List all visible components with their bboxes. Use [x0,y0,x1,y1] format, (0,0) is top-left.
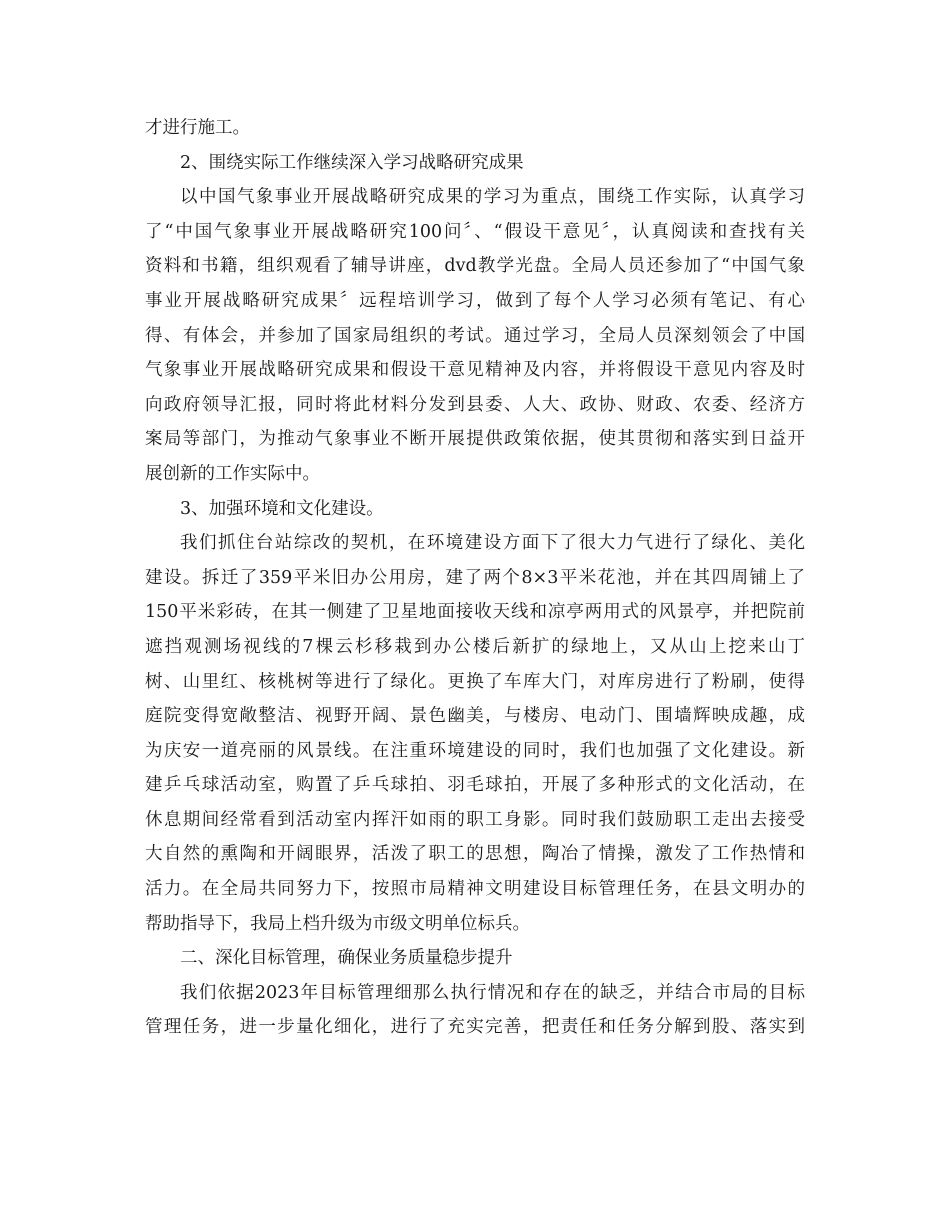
text-line: 了“中国气象事业开展战略研究100问〞、“假设干意见〞，认真阅读和查找有关 [145,221,805,242]
text-line: 才进行施工。 [145,118,250,138]
section-heading: 3、加强环境和文化建设。 [180,498,384,519]
section-heading: 2、围绕实际工作继续深入学习战略研究成果 [180,152,524,173]
section-heading: 二、深化目标管理，确保业务质量稳步提升 [180,948,513,969]
text-line: 建乒乓球活动室，购置了乒乓球拍、羽毛球拍，开展了多种形式的文化活动，在 [145,775,805,796]
text-line: 气象事业开展战略研究成果和假设干意见精神及内容，并将假设干意见内容及时 [145,360,805,381]
text-line: 我们依据2023年目标管理细那么执行情况和存在的缺乏，并结合市局的目标 [180,982,805,1003]
text-line: 树、山里红、核桃树等进行了绿化。更换了车库大门，对库房进行了粉刷，使得 [145,671,805,692]
text-line: 事业开展战略研究成果〞远程培训学习，做到了每个人学习必须有笔记、有心 [145,290,805,311]
text-line: 庭院变得宽敞整洁、视野开阔、景色幽美，与楼房、电动门、围墙辉映成趣，成 [145,706,805,727]
text-line: 资料和书籍，组织观看了辅导讲座，dvd教学光盘。全局人员还参加了“中国气象 [145,256,805,277]
text-line: 以中国气象事业开展战略研究成果的学习为重点，围绕工作实际，认真学习 [180,187,805,208]
text-line: 150平米彩砖，在其一侧建了卫星地面接收天线和凉亭两用式的风景亭，并把院前 [145,602,805,623]
text-line: 展创新的工作实际中。 [145,463,320,484]
text-line: 管理任务，进一步量化细化，进行了充实完善，把责任和任务分解到股、落实到 [145,1017,805,1038]
text-line: 向政府领导汇报，同时将此材料分发到县委、人大、政协、财政、农委、经济方 [145,394,805,415]
text-line: 休息期间经常看到活动室内挥汗如雨的职工身影。同时我们鼓励职工走出去接受 [145,809,805,830]
text-line: 建设。拆迁了359平米旧办公用房，建了两个8×3平米花池，并在其四周铺上了 [145,567,805,588]
text-line: 案局等部门，为推动气象事业不断开展提供政策依据，使其贯彻和落实到日益开 [145,429,805,450]
text-line: 遮挡观测场视线的7棵云杉移栽到办公楼后新扩的绿地上，又从山上挖来山丁 [145,636,805,657]
text-line: 大自然的熏陶和开阔眼界，活泼了职工的思想，陶冶了情操，激发了工作热情和 [145,844,805,865]
text-line: 帮助指导下，我局上档升级为市级文明单位标兵。 [145,913,530,934]
text-line: 为庆安一道亮丽的风景线。在注重环境建设的同时，我们也加强了文化建设。新 [145,740,805,761]
document-body [145,111,805,1045]
text-line: 活力。在全局共同努力下，按照市局精神文明建设目标管理任务，在县文明办的 [145,879,805,900]
text-line: 我们抓住台站综改的契机，在环境建设方面下了很大力气进行了绿化、美化 [180,533,805,554]
text-line: 得、有体会，并参加了国家局组织的考试。通过学习，全局人员深刻领会了中国 [145,325,805,346]
